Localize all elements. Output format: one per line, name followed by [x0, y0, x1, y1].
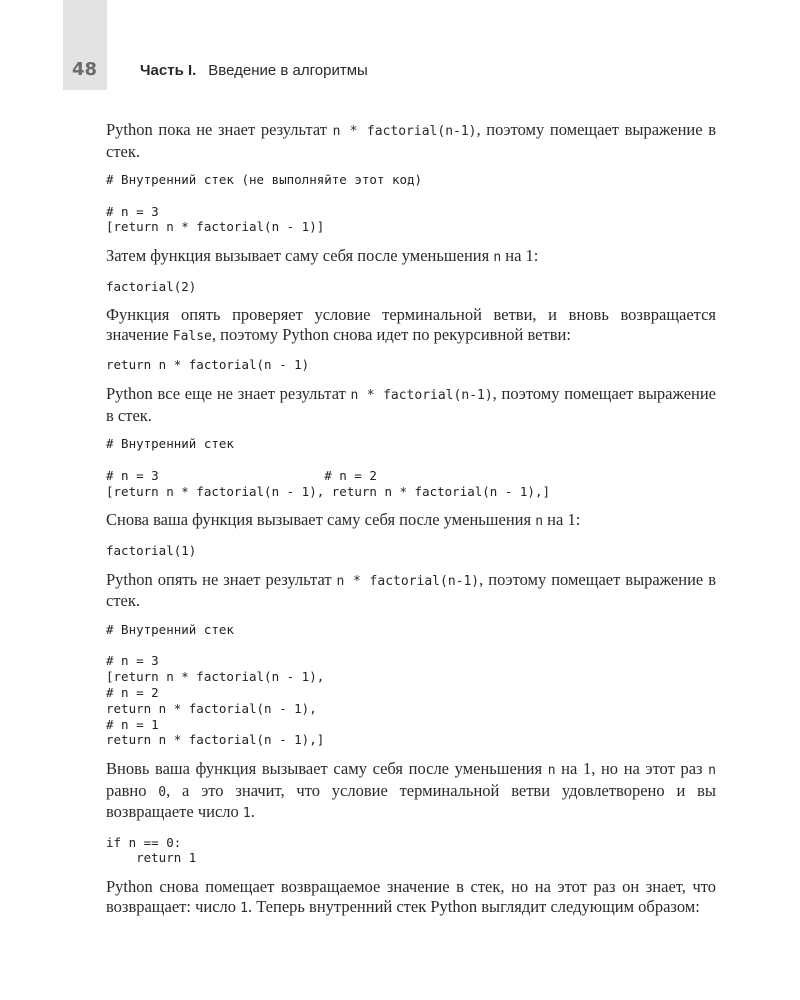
code-block-7: if n == 0: return 1 — [106, 834, 197, 866]
paragraph-5: Снова ваша функция вызывает саму себя после уменьшения n на 1: — [106, 510, 581, 530]
running-head — [140, 62, 368, 79]
paragraph-6: Python опять не знает результат n * factorial(n-1), поэтому помещает выражение в стек. — [106, 569, 716, 611]
paragraph-1: Python пока не знает результат n * factorial(n-1), поэтому помещает выражение в стек. — [106, 120, 716, 161]
code-block-4 — [106, 436, 716, 499]
code-comment: # Внутренний стек — [106, 436, 234, 452]
paragraph-7: Вновь ваша функция вызывает саму себя после уменьшения n на 1, но на этот раз n равно 0, а это значит, что условие терминальной ветви удовлетворено и вы возвращаете число 1. — [106, 759, 716, 822]
code-block-5: factorial(1) — [106, 542, 197, 558]
chapter-title: Введение в алгоритмы — [208, 62, 368, 79]
code-block-3: return n * factorial(n - 1) — [106, 357, 310, 373]
part-label: Часть I. — [140, 62, 197, 79]
paragraph-3: Функция опять проверяет условие терминальной ветви, и вновь возвращается значение False, поэтому Python снова идет по рекурсивной ветви: — [106, 305, 716, 344]
code-block-1 — [106, 172, 716, 235]
page-number: 48 — [72, 59, 98, 80]
page-body — [106, 120, 716, 929]
code-block-2: factorial(2) — [106, 278, 197, 294]
code-body: # n = 3 [return n * factorial(n - 1), # n = 2 return n * factorial(n - 1), # n = 1 return n * factorial(n - 1),] — [106, 653, 325, 748]
paragraph-4: Python все еще не знает результат n * factorial(n-1), поэтому помещает выражение в стек. — [106, 384, 716, 425]
code-body: # n = 3 [return n * factorial(n - 1)] — [106, 203, 325, 235]
paragraph-8: Python снова помещает возвращаемое значение в стек, но на этот раз он знает, что возвращает: число 1. Теперь внутренний стек Python выглядит следующим образом: — [106, 877, 716, 916]
code-body: # n = 3 # n = 2 [return n * factorial(n - 1), return n * factorial(n - 1),] — [106, 467, 551, 499]
code-comment: # Внутренний стек — [106, 621, 234, 637]
code-comment: # Внутренний стек (не выполняйте этот код) — [106, 172, 423, 187]
paragraph-2: Затем функция вызывает саму себя после уменьшения n на 1: — [106, 246, 539, 266]
code-block-6 — [106, 622, 716, 748]
